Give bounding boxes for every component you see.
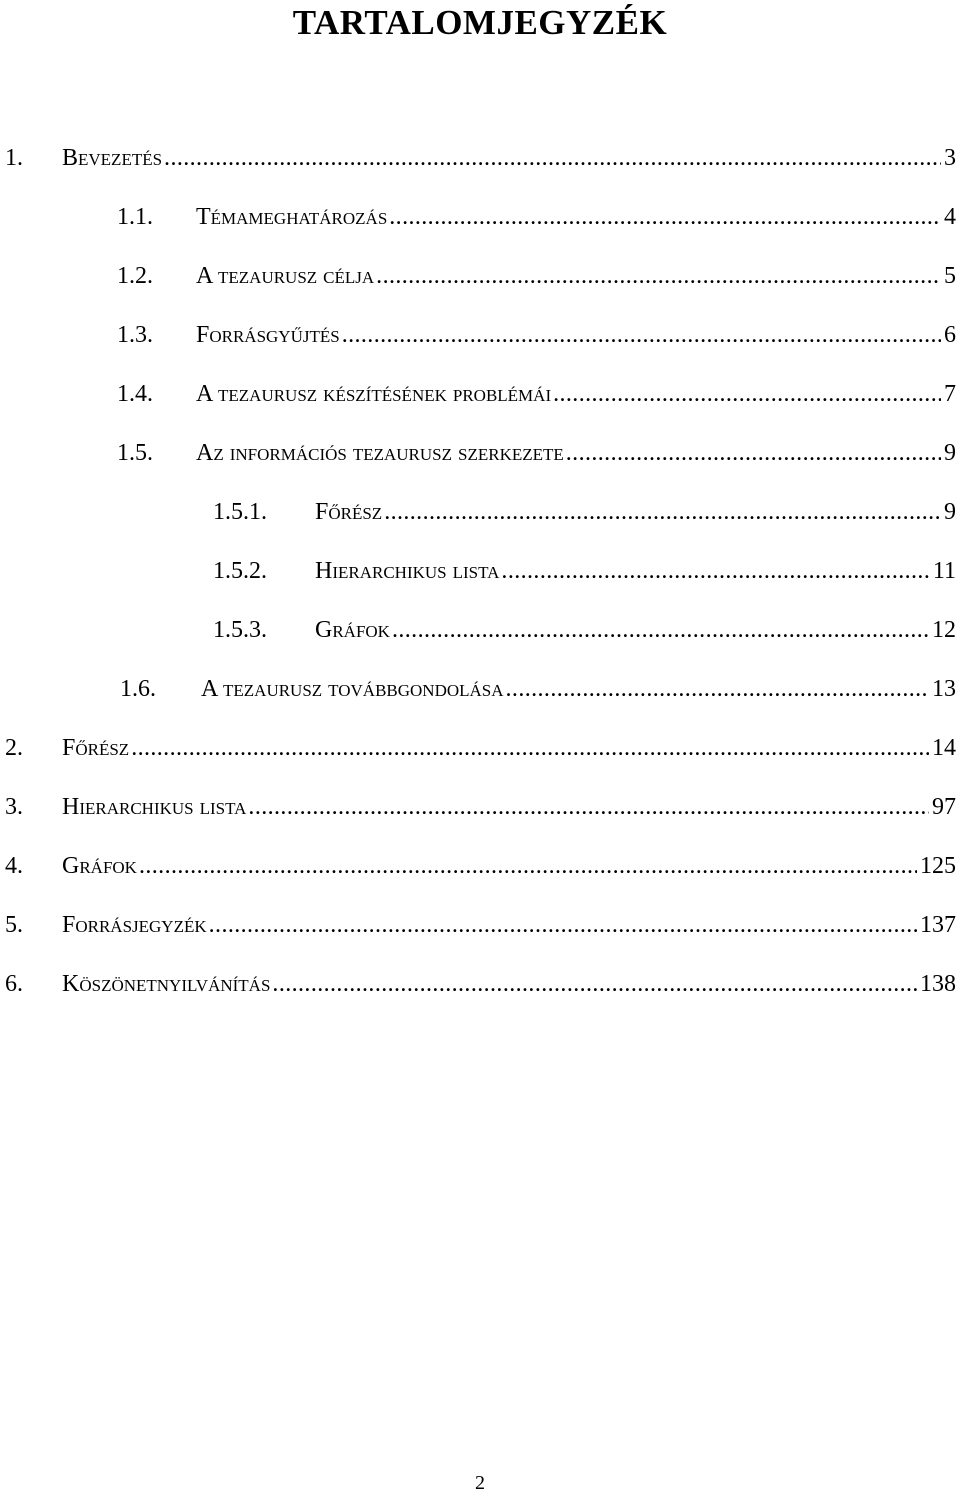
toc-entry-label: Köszönetnyilvánítás [62, 971, 271, 997]
toc-entry[interactable] [213, 615, 956, 645]
toc-entry-label: Hierarchikus lista [315, 558, 500, 584]
page-title: TARTALOMJEGYZÉK [292, 3, 668, 42]
toc-entry-label: Az információs tezaurusz szerkezete [196, 440, 564, 466]
toc-entry-number: 1.3. [117, 322, 153, 348]
toc-entry-page: 9 [944, 440, 956, 466]
toc-entry-number: 2. [5, 735, 23, 761]
toc-entry-label: Gráfok [62, 853, 137, 879]
toc-entry-number: 1.6. [120, 676, 156, 702]
toc-entry-page: 12 [932, 617, 956, 643]
toc-leader-dots [164, 143, 941, 173]
toc-entry-label: Gráfok [315, 617, 390, 643]
toc-entry-page: 137 [920, 912, 956, 938]
toc-entry-page: 138 [920, 971, 956, 997]
toc-entry-page: 4 [944, 204, 956, 230]
toc-entry[interactable] [5, 143, 956, 173]
toc-entry[interactable] [117, 320, 956, 350]
toc-entry-page: 13 [932, 676, 956, 702]
toc-entry[interactable] [5, 792, 956, 822]
toc-entry[interactable] [5, 851, 956, 881]
toc-entry-number: 1.5.1. [213, 499, 267, 525]
page-number: 2 [475, 1472, 485, 1494]
toc-entry[interactable] [5, 969, 956, 999]
toc-entry-label: A tezaurusz készítésének problémái [196, 381, 552, 407]
toc-entry-label: Forrásgyűjtés [196, 322, 340, 348]
toc-leader-dots [131, 733, 929, 763]
toc-leader-dots [209, 910, 917, 940]
toc-entry[interactable] [117, 202, 956, 232]
toc-leader-dots [566, 438, 941, 468]
toc-entry[interactable] [213, 497, 956, 527]
toc-entry-page: 7 [944, 381, 956, 407]
toc-entry-label: Főrész [315, 499, 383, 525]
toc-entry-page: 9 [944, 499, 956, 525]
toc-leader-dots [272, 969, 917, 999]
toc-entry-page: 3 [944, 145, 956, 171]
toc-entry-label: Bevezetés [62, 145, 163, 171]
toc-entry[interactable] [5, 910, 956, 940]
toc-entry-number: 1.5.3. [213, 617, 267, 643]
toc-entry[interactable] [5, 733, 956, 763]
toc-leader-dots [392, 615, 929, 645]
toc-leader-dots [248, 792, 929, 822]
toc-entry-number: 3. [5, 794, 23, 820]
toc-leader-dots [139, 851, 917, 881]
toc-entry[interactable] [117, 261, 956, 291]
toc-entry-label: Hierarchikus lista [62, 794, 247, 820]
toc-leader-dots [342, 320, 941, 350]
toc-entry-label: A tezaurusz továbbgondolása [201, 676, 504, 702]
toc-entry-label: Forrásjegyzék [62, 912, 207, 938]
toc-entry-number: 1.4. [117, 381, 153, 407]
toc-entry-number: 6. [5, 971, 23, 997]
toc-entry-page: 11 [932, 558, 956, 584]
toc-leader-dots [376, 261, 941, 291]
toc-entry[interactable] [117, 379, 956, 409]
toc-entry-number: 1.1. [117, 204, 153, 230]
toc-entry[interactable] [213, 556, 956, 586]
toc-leader-dots [506, 674, 929, 704]
toc-entry[interactable] [120, 674, 956, 704]
toc-entry-page: 97 [932, 794, 956, 820]
toc-leader-dots [553, 379, 941, 409]
toc-leader-dots [389, 202, 941, 232]
toc-entry-number: 1.2. [117, 263, 153, 289]
toc-entry-number: 1.5.2. [213, 558, 267, 584]
toc-entry-number: 5. [5, 912, 23, 938]
toc-entry[interactable] [117, 438, 956, 468]
toc-leader-dots [501, 556, 929, 586]
toc-entry-label: Főrész [62, 735, 130, 761]
toc-entry-number: 4. [5, 853, 23, 879]
toc-leader-dots [384, 497, 941, 527]
toc-entry-number: 1.5. [117, 440, 153, 466]
toc-entry-number: 1. [5, 145, 23, 171]
toc-entry-label: A tezaurusz célja [196, 263, 375, 289]
toc-entry-page: 6 [944, 322, 956, 348]
toc-entry-page: 125 [920, 853, 956, 879]
toc-entry-page: 14 [932, 735, 956, 761]
toc-entry-label: Témameghatározás [196, 204, 388, 230]
toc-entry-page: 5 [944, 263, 956, 289]
